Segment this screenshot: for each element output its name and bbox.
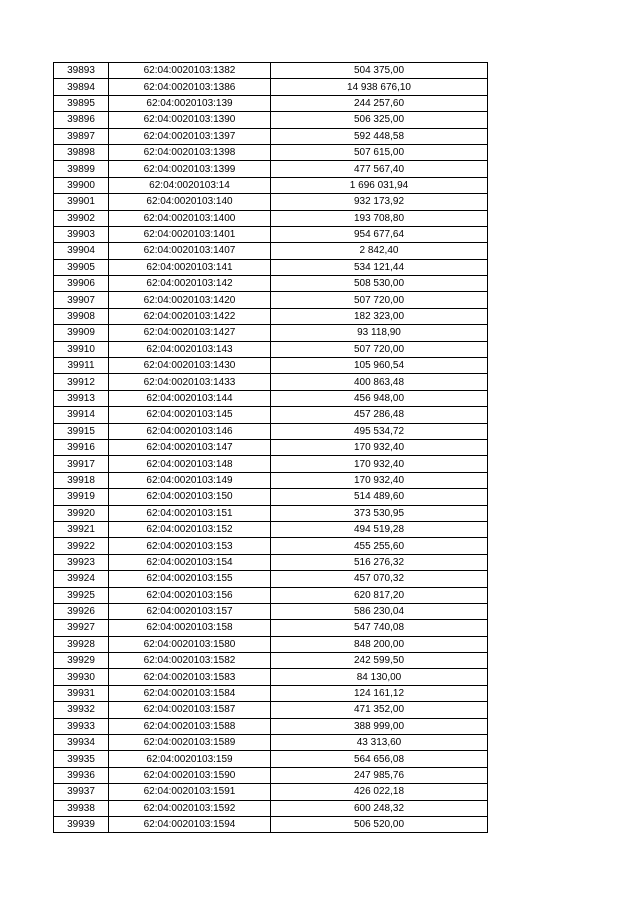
- cadastral-number-cell: 62:04:0020103:141: [109, 259, 271, 275]
- cadastral-number-cell: 62:04:0020103:1583: [109, 669, 271, 685]
- row-number-cell: 39920: [54, 505, 109, 521]
- table-row: [54, 784, 488, 800]
- table-row: [54, 735, 488, 751]
- cadastral-value-cell: 586 230,04: [271, 603, 488, 619]
- table-row: [54, 489, 488, 505]
- table-row: [54, 226, 488, 242]
- table-row: [54, 210, 488, 226]
- cadastral-number-cell: 62:04:0020103:146: [109, 423, 271, 439]
- table-row: [54, 358, 488, 374]
- table-row: [54, 751, 488, 767]
- table-row: [54, 718, 488, 734]
- table-row: [54, 767, 488, 783]
- cadastral-number-cell: 62:04:0020103:1422: [109, 308, 271, 324]
- row-number-cell: 39913: [54, 390, 109, 406]
- cadastral-value-cell: 170 932,40: [271, 456, 488, 472]
- cadastral-number-cell: 62:04:0020103:157: [109, 603, 271, 619]
- row-number-cell: 39900: [54, 177, 109, 193]
- row-number-cell: 39922: [54, 538, 109, 554]
- cadastral-number-cell: 62:04:0020103:1594: [109, 816, 271, 832]
- table-row: [54, 636, 488, 652]
- table-row: [54, 669, 488, 685]
- cadastral-number-cell: 62:04:0020103:1433: [109, 374, 271, 390]
- cadastral-number-cell: 62:04:0020103:156: [109, 587, 271, 603]
- table-row: [54, 587, 488, 603]
- cadastral-number-cell: 62:04:0020103:159: [109, 751, 271, 767]
- cadastral-number-cell: 62:04:0020103:1587: [109, 702, 271, 718]
- row-number-cell: 39895: [54, 95, 109, 111]
- cadastral-value-cell: 457 070,32: [271, 571, 488, 587]
- table-row: [54, 128, 488, 144]
- cadastral-number-cell: 62:04:0020103:142: [109, 276, 271, 292]
- cadastral-number-cell: 62:04:0020103:1592: [109, 800, 271, 816]
- cadastral-value-cell: 471 352,00: [271, 702, 488, 718]
- table-row: [54, 571, 488, 587]
- row-number-cell: 39928: [54, 636, 109, 652]
- row-number-cell: 39936: [54, 767, 109, 783]
- row-number-cell: 39921: [54, 521, 109, 537]
- row-number-cell: 39905: [54, 259, 109, 275]
- cadastral-number-cell: 62:04:0020103:1580: [109, 636, 271, 652]
- cadastral-value-cell: 477 567,40: [271, 161, 488, 177]
- cadastral-value-cell: 506 520,00: [271, 816, 488, 832]
- row-number-cell: 39937: [54, 784, 109, 800]
- cadastral-number-cell: 62:04:0020103:144: [109, 390, 271, 406]
- cadastral-value-cell: 507 720,00: [271, 292, 488, 308]
- row-number-cell: 39911: [54, 358, 109, 374]
- cadastral-value-cell: 244 257,60: [271, 95, 488, 111]
- cadastral-value-cell: 193 708,80: [271, 210, 488, 226]
- cadastral-value-cell: 516 276,32: [271, 554, 488, 570]
- cadastral-number-cell: 62:04:0020103:139: [109, 95, 271, 111]
- table-row: [54, 702, 488, 718]
- cadastral-value-cell: 456 948,00: [271, 390, 488, 406]
- cadastral-value-cell: 242 599,50: [271, 653, 488, 669]
- row-number-cell: 39910: [54, 341, 109, 357]
- cadastral-value-cell: 105 960,54: [271, 358, 488, 374]
- table-row: [54, 161, 488, 177]
- table-row: [54, 194, 488, 210]
- cadastral-value-cell: 507 615,00: [271, 144, 488, 160]
- table-row: [54, 95, 488, 111]
- row-number-cell: 39908: [54, 308, 109, 324]
- row-number-cell: 39896: [54, 112, 109, 128]
- row-number-cell: 39938: [54, 800, 109, 816]
- cadastral-number-cell: 62:04:0020103:1397: [109, 128, 271, 144]
- cadastral-number-cell: 62:04:0020103:1589: [109, 735, 271, 751]
- table-row: [54, 259, 488, 275]
- cadastral-number-cell: 62:04:0020103:149: [109, 472, 271, 488]
- cadastral-number-cell: 62:04:0020103:1390: [109, 112, 271, 128]
- table-row: [54, 554, 488, 570]
- cadastral-value-cell: 932 173,92: [271, 194, 488, 210]
- table-row: [54, 390, 488, 406]
- row-number-cell: 39915: [54, 423, 109, 439]
- row-number-cell: 39912: [54, 374, 109, 390]
- row-number-cell: 39924: [54, 571, 109, 587]
- cadastral-number-cell: 62:04:0020103:152: [109, 521, 271, 537]
- row-number-cell: 39929: [54, 653, 109, 669]
- row-number-cell: 39898: [54, 144, 109, 160]
- table-row: [54, 341, 488, 357]
- table-row: [54, 177, 488, 193]
- cadastral-value-cell: 373 530,95: [271, 505, 488, 521]
- cadastral-number-cell: 62:04:0020103:143: [109, 341, 271, 357]
- row-number-cell: 39902: [54, 210, 109, 226]
- table-row: [54, 79, 488, 95]
- row-number-cell: 39934: [54, 735, 109, 751]
- cadastral-value-cell: 43 313,60: [271, 735, 488, 751]
- table-row: [54, 603, 488, 619]
- row-number-cell: 39919: [54, 489, 109, 505]
- table-body: [54, 63, 488, 833]
- cadastral-value-cell: 592 448,58: [271, 128, 488, 144]
- cadastral-number-cell: 62:04:0020103:1386: [109, 79, 271, 95]
- table-row: [54, 63, 488, 79]
- row-number-cell: 39918: [54, 472, 109, 488]
- table-row: [54, 538, 488, 554]
- cadastral-number-cell: 62:04:0020103:155: [109, 571, 271, 587]
- cadastral-value-cell: 620 817,20: [271, 587, 488, 603]
- cadastral-number-cell: 62:04:0020103:147: [109, 439, 271, 455]
- cadastral-number-cell: 62:04:0020103:1590: [109, 767, 271, 783]
- cadastral-value-cell: 954 677,64: [271, 226, 488, 242]
- cadastral-number-cell: 62:04:0020103:1584: [109, 685, 271, 701]
- cadastral-value-cell: 514 489,60: [271, 489, 488, 505]
- row-number-cell: 39916: [54, 439, 109, 455]
- cadastral-value-table: [53, 62, 488, 833]
- row-number-cell: 39932: [54, 702, 109, 718]
- row-number-cell: 39899: [54, 161, 109, 177]
- cadastral-value-cell: 14 938 676,10: [271, 79, 488, 95]
- cadastral-number-cell: 62:04:0020103:140: [109, 194, 271, 210]
- cadastral-value-cell: 455 255,60: [271, 538, 488, 554]
- cadastral-value-cell: 508 530,00: [271, 276, 488, 292]
- cadastral-value-cell: 507 720,00: [271, 341, 488, 357]
- row-number-cell: 39906: [54, 276, 109, 292]
- table-row: [54, 816, 488, 832]
- cadastral-number-cell: 62:04:0020103:145: [109, 407, 271, 423]
- table-row: [54, 423, 488, 439]
- row-number-cell: 39901: [54, 194, 109, 210]
- cadastral-number-cell: 62:04:0020103:1420: [109, 292, 271, 308]
- row-number-cell: 39930: [54, 669, 109, 685]
- row-number-cell: 39903: [54, 226, 109, 242]
- cadastral-value-cell: 1 696 031,94: [271, 177, 488, 193]
- cadastral-value-cell: 494 519,28: [271, 521, 488, 537]
- cadastral-value-cell: 388 999,00: [271, 718, 488, 734]
- row-number-cell: 39923: [54, 554, 109, 570]
- cadastral-number-cell: 62:04:0020103:1588: [109, 718, 271, 734]
- cadastral-value-cell: 124 161,12: [271, 685, 488, 701]
- cadastral-number-cell: 62:04:0020103:1407: [109, 243, 271, 259]
- row-number-cell: 39904: [54, 243, 109, 259]
- table-row: [54, 456, 488, 472]
- table-row: [54, 374, 488, 390]
- table-row: [54, 800, 488, 816]
- table-row: [54, 276, 488, 292]
- row-number-cell: 39925: [54, 587, 109, 603]
- cadastral-number-cell: 62:04:0020103:1398: [109, 144, 271, 160]
- cadastral-value-cell: 182 323,00: [271, 308, 488, 324]
- table-row: [54, 472, 488, 488]
- cadastral-number-cell: 62:04:0020103:1400: [109, 210, 271, 226]
- cadastral-number-cell: 62:04:0020103:14: [109, 177, 271, 193]
- row-number-cell: 39897: [54, 128, 109, 144]
- cadastral-value-cell: 504 375,00: [271, 63, 488, 79]
- table-row: [54, 243, 488, 259]
- row-number-cell: 39933: [54, 718, 109, 734]
- cadastral-number-cell: 62:04:0020103:1401: [109, 226, 271, 242]
- cadastral-value-cell: 400 863,48: [271, 374, 488, 390]
- row-number-cell: 39926: [54, 603, 109, 619]
- table-row: [54, 407, 488, 423]
- cadastral-value-cell: 495 534,72: [271, 423, 488, 439]
- cadastral-value-cell: 93 118,90: [271, 325, 488, 341]
- row-number-cell: 39927: [54, 620, 109, 636]
- table-row: [54, 439, 488, 455]
- cadastral-number-cell: 62:04:0020103:1382: [109, 63, 271, 79]
- cadastral-value-cell: 170 932,40: [271, 472, 488, 488]
- cadastral-value-cell: 564 656,08: [271, 751, 488, 767]
- cadastral-number-cell: 62:04:0020103:153: [109, 538, 271, 554]
- row-number-cell: 39907: [54, 292, 109, 308]
- table-row: [54, 325, 488, 341]
- table-row: [54, 685, 488, 701]
- table-row: [54, 112, 488, 128]
- row-number-cell: 39931: [54, 685, 109, 701]
- cadastral-value-cell: 426 022,18: [271, 784, 488, 800]
- cadastral-number-cell: 62:04:0020103:1399: [109, 161, 271, 177]
- cadastral-number-cell: 62:04:0020103:150: [109, 489, 271, 505]
- cadastral-value-cell: 170 932,40: [271, 439, 488, 455]
- row-number-cell: 39939: [54, 816, 109, 832]
- cadastral-value-cell: 600 248,32: [271, 800, 488, 816]
- cadastral-value-cell: 247 985,76: [271, 767, 488, 783]
- cadastral-value-cell: 534 121,44: [271, 259, 488, 275]
- row-number-cell: 39914: [54, 407, 109, 423]
- cadastral-value-cell: 457 286,48: [271, 407, 488, 423]
- table-row: [54, 653, 488, 669]
- cadastral-number-cell: 62:04:0020103:1427: [109, 325, 271, 341]
- table-row: [54, 144, 488, 160]
- table-row: [54, 620, 488, 636]
- cadastral-number-cell: 62:04:0020103:1430: [109, 358, 271, 374]
- table-row: [54, 292, 488, 308]
- cadastral-number-cell: 62:04:0020103:148: [109, 456, 271, 472]
- table-row: [54, 505, 488, 521]
- table-row: [54, 521, 488, 537]
- row-number-cell: 39917: [54, 456, 109, 472]
- row-number-cell: 39894: [54, 79, 109, 95]
- cadastral-number-cell: 62:04:0020103:158: [109, 620, 271, 636]
- cadastral-value-cell: 547 740,08: [271, 620, 488, 636]
- cadastral-value-cell: 848 200,00: [271, 636, 488, 652]
- cadastral-number-cell: 62:04:0020103:1591: [109, 784, 271, 800]
- row-number-cell: 39893: [54, 63, 109, 79]
- cadastral-number-cell: 62:04:0020103:151: [109, 505, 271, 521]
- cadastral-value-cell: 506 325,00: [271, 112, 488, 128]
- cadastral-value-cell: 2 842,40: [271, 243, 488, 259]
- row-number-cell: 39935: [54, 751, 109, 767]
- cadastral-value-cell: 84 130,00: [271, 669, 488, 685]
- cadastral-number-cell: 62:04:0020103:154: [109, 554, 271, 570]
- cadastral-number-cell: 62:04:0020103:1582: [109, 653, 271, 669]
- table-row: [54, 308, 488, 324]
- row-number-cell: 39909: [54, 325, 109, 341]
